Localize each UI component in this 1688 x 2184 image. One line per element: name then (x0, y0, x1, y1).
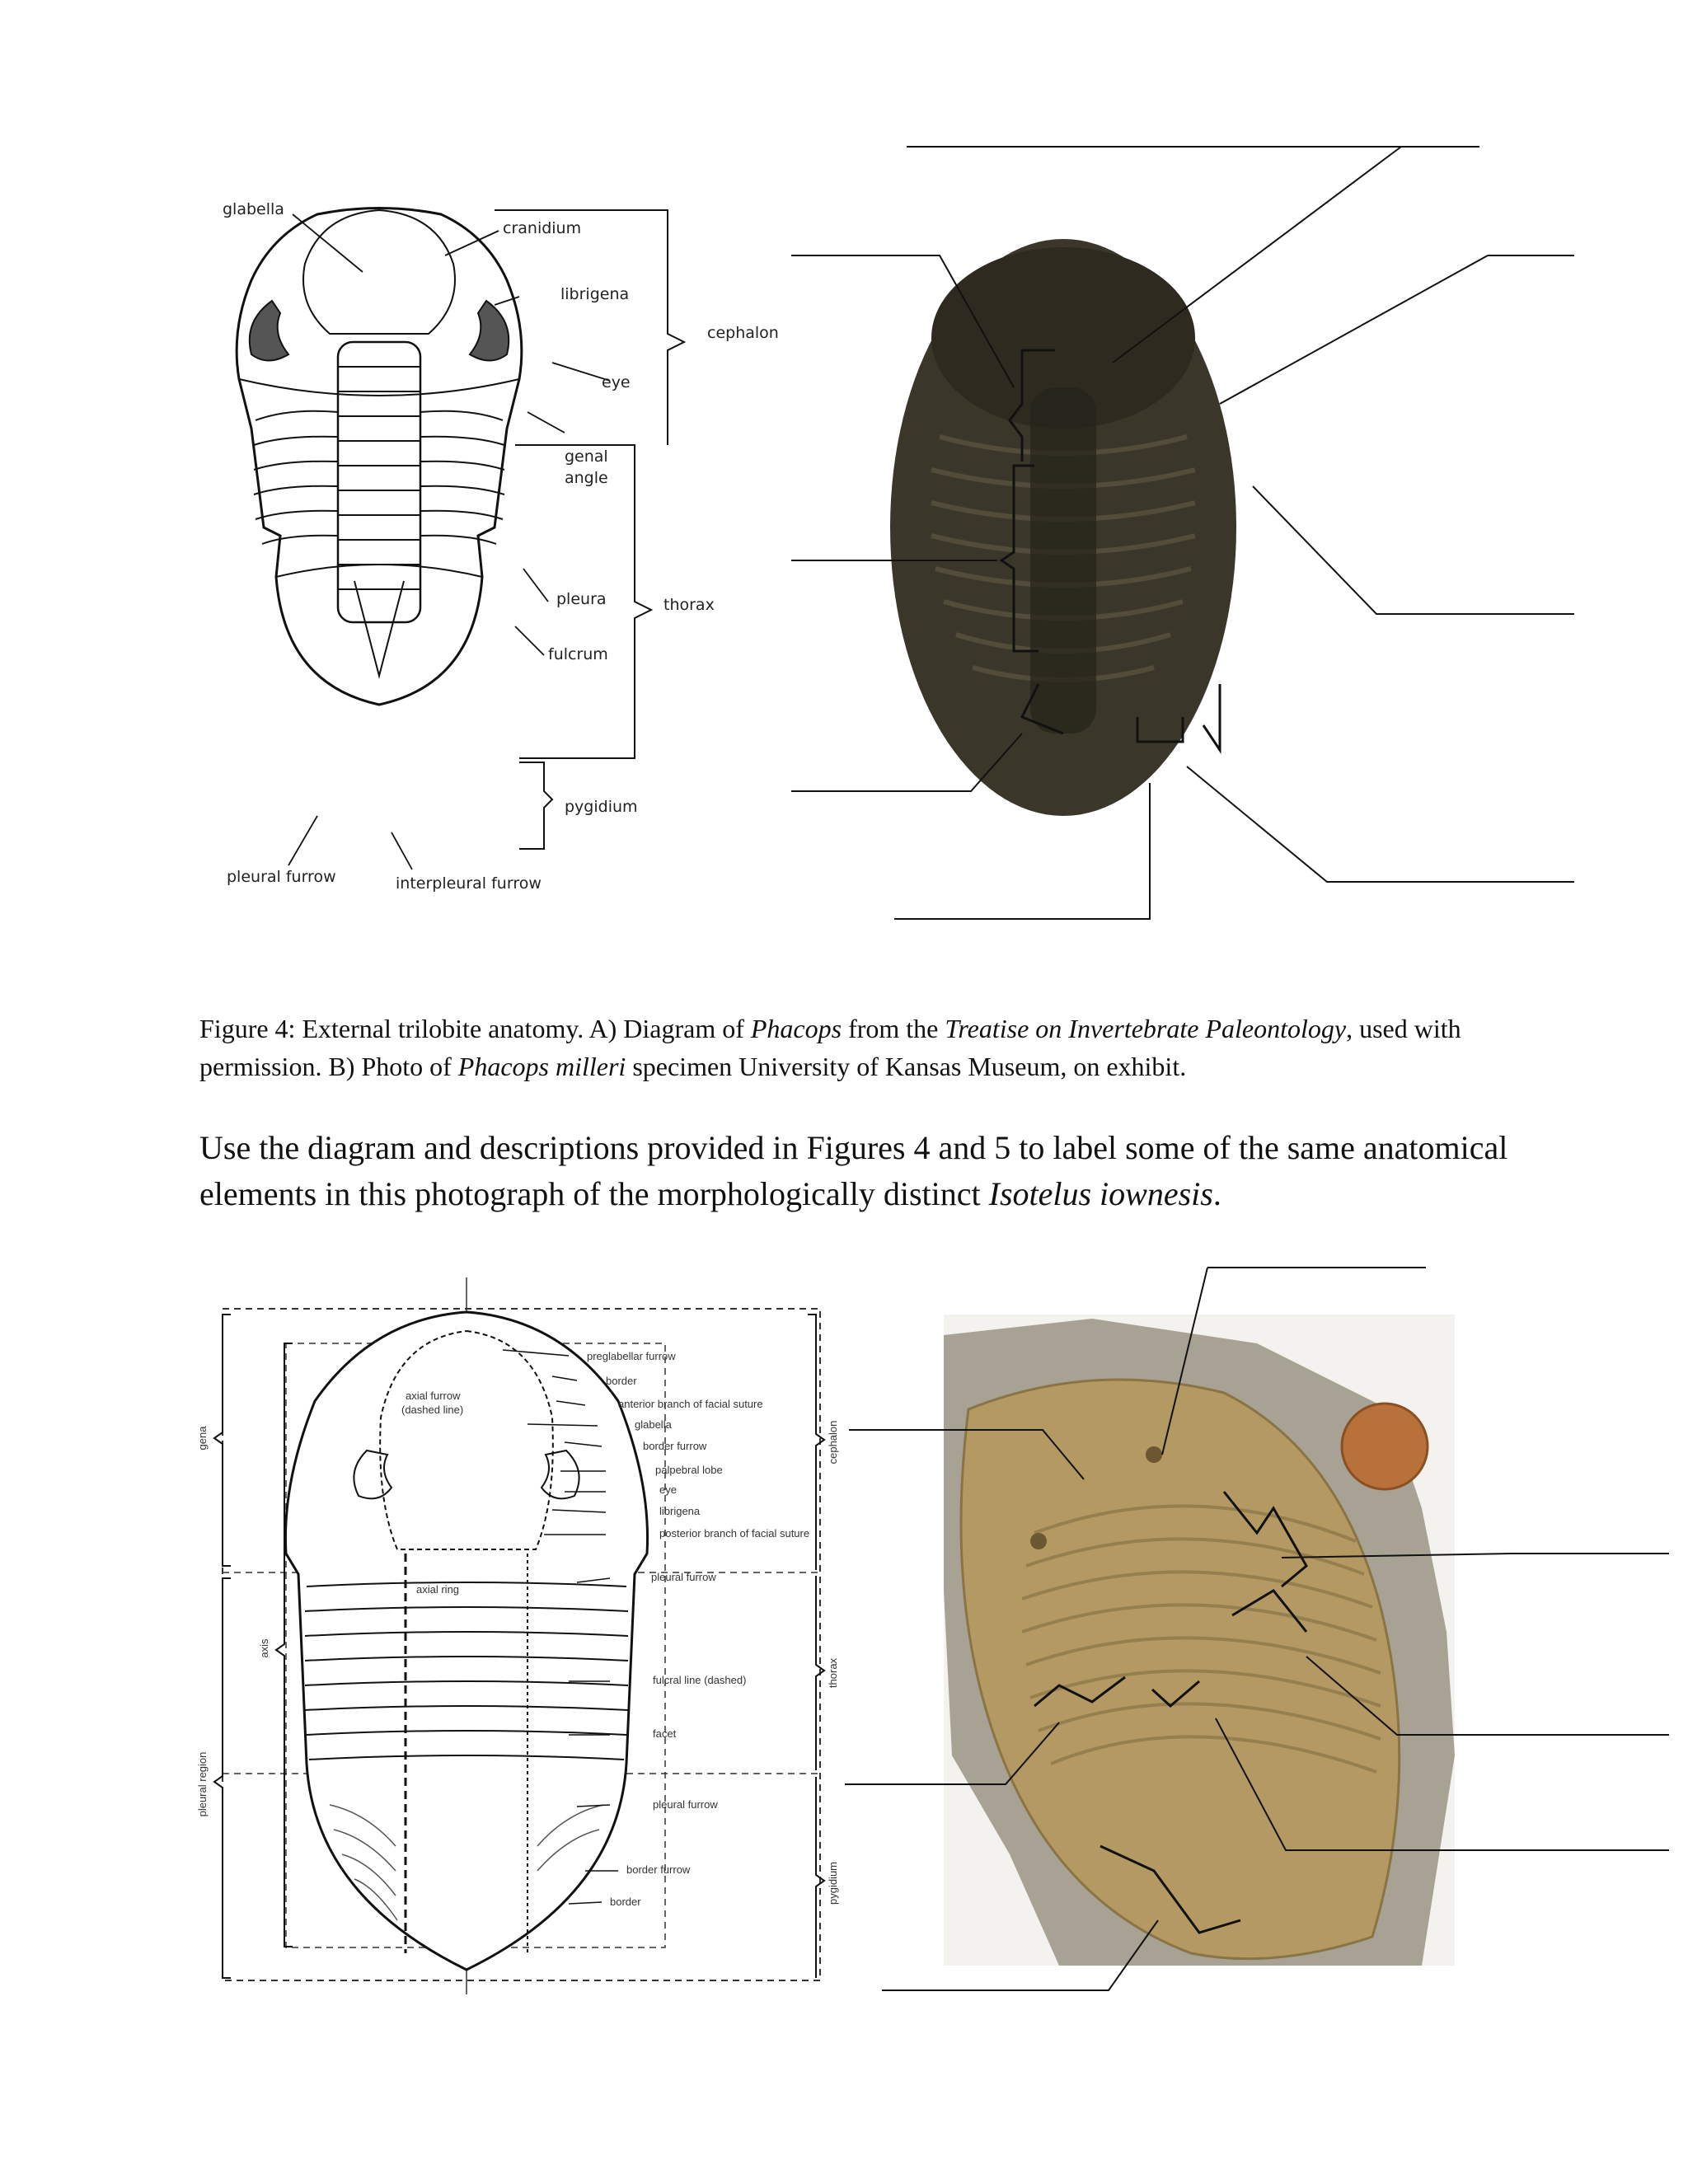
label-thorax: thorax (663, 596, 715, 614)
label-interpleural-furrow: interpleural furrow (396, 874, 542, 893)
label-axial-ring: axial ring (416, 1583, 460, 1596)
phacops-outline (237, 209, 522, 705)
label-fulcrum: fulcrum (548, 645, 608, 663)
label-axial-furrow-2: (dashed line) (401, 1404, 464, 1416)
label-pygidium: pygidium (827, 1861, 839, 1905)
label-preglabellar-furrow: preglabellar furrow (587, 1350, 676, 1362)
label-cephalon: cephalon (707, 324, 779, 342)
label-anterior-branch: anterior branch of facial suture (618, 1398, 763, 1410)
figure4-caption: Figure 4: External trilobite anatomy. A) Diagram of Phacops from the Treatise on Invertebrate Paleontology, used with permission. B) Photo of Phacops milleri specimen University of Kansas Museum, on exhibit. (199, 1014, 1461, 1081)
label-pleural-furrow: pleural furrow (227, 868, 336, 886)
label-pleural-furrow-2: pleural furrow (653, 1798, 718, 1811)
label-posterior-branch: posterior branch of facial suture (659, 1527, 810, 1540)
label-gena: gena (196, 1426, 209, 1451)
phacops-diagram (190, 190, 824, 915)
isotelus-photo-figure (845, 1261, 1669, 2003)
label-axis: axis (258, 1638, 270, 1658)
penny-coin (1342, 1404, 1428, 1489)
label-cranidium: cranidium (503, 219, 582, 237)
label-border-top: border (606, 1375, 637, 1387)
trilobite-generic-diagram (190, 1269, 849, 2011)
label-genal: genal (565, 448, 608, 466)
label-facet: facet (653, 1727, 677, 1740)
instruction-text: Use the diagram and descriptions provided in Figures 4 and 5 to label some of the same anatomical elements in this photograph of the morphologically distinct Isotelus iownesis. (199, 1129, 1508, 1212)
label-palpebral-lobe: palpebral lobe (655, 1464, 723, 1476)
label-border-furrow-bottom: border furrow (626, 1863, 691, 1876)
label-pleural-furrow-1: pleural furrow (651, 1571, 716, 1583)
label-thorax: thorax (827, 1657, 839, 1689)
label-librigena: librigena (560, 285, 630, 303)
label-axial-furrow-1: axial furrow (406, 1390, 461, 1402)
label-fulcral-line: fulcral line (dashed) (653, 1674, 747, 1686)
label-border-bottom: border (610, 1896, 641, 1908)
label-glabella: glabella (223, 200, 284, 218)
label-pleural-region: pleural region (196, 1751, 209, 1817)
label-glabella: glabella (635, 1418, 672, 1431)
label-pygidium: pygidium (565, 798, 638, 816)
label-angle: angle (565, 469, 608, 487)
label-librigena: librigena (659, 1505, 701, 1517)
label-cephalon: cephalon (827, 1420, 839, 1465)
phacops-milleri-photo-figure (791, 140, 1582, 931)
label-eye: eye (602, 373, 631, 391)
label-border-furrow-top: border furrow (643, 1440, 707, 1452)
label-pleura: pleura (556, 590, 607, 608)
label-eye: eye (659, 1483, 677, 1496)
